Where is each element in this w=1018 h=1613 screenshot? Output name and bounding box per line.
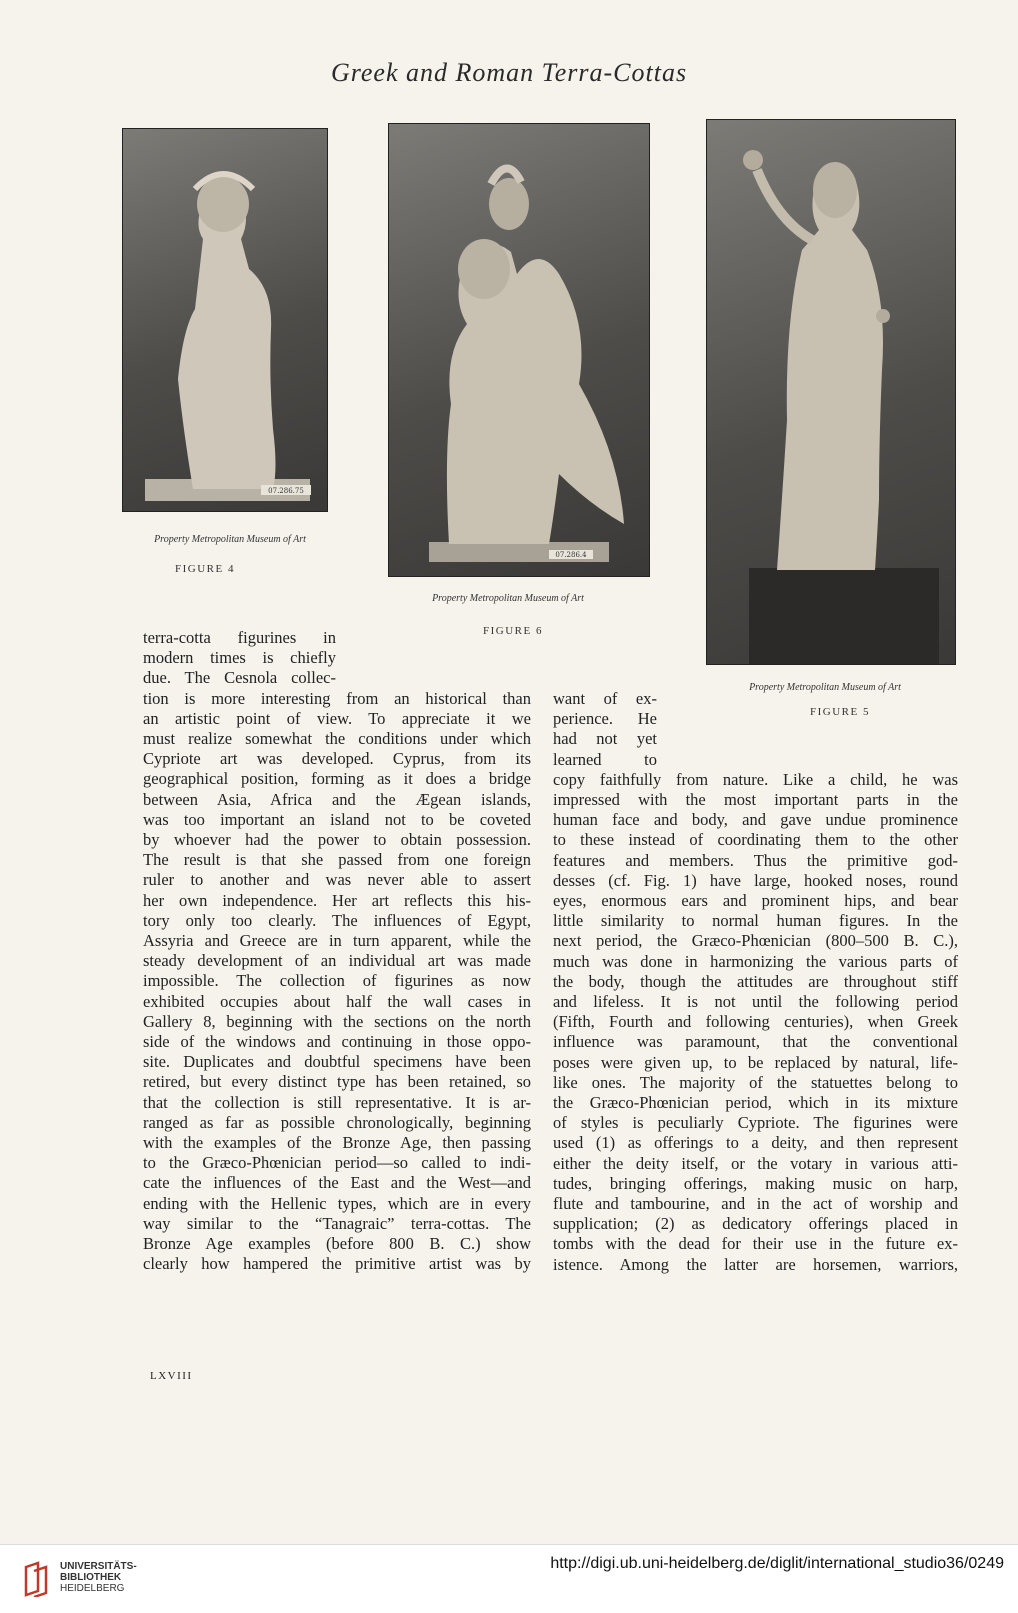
text-line: The result is that she passed from one foreign xyxy=(143,850,531,870)
text-line: cate the influences of the East and the West—and xyxy=(143,1173,531,1193)
text-line: supplication; (2) as dedicatory offerings placed in xyxy=(553,1214,958,1234)
text-line: that the collection is still representative. It is ar- xyxy=(143,1092,531,1112)
text-line: desses (cf. Fig. 1) have large, hooked noses, round xyxy=(553,870,958,890)
text-line: human face and body, and gave undue prominence xyxy=(553,810,958,830)
library-name-line: HEIDELBERG xyxy=(60,1583,125,1594)
text-line: poses were given up, to be replaced by natural, life- xyxy=(553,1052,958,1072)
text-line: geographical position, forming as it does a bridge xyxy=(143,769,531,789)
text-line: like ones. The majority of the statuettes belong to xyxy=(553,1072,958,1092)
text-line: her own independence. Her art reflects this his- xyxy=(143,890,531,910)
text-line: steady development of an individual art was made xyxy=(143,951,531,971)
text-line: was too important an island not to be coveted xyxy=(143,809,531,829)
text-line: learned to xyxy=(553,749,657,769)
figure-4-credit: Property Metropolitan Museum of Art xyxy=(154,534,306,545)
statuette-icon xyxy=(123,129,327,511)
text-line: impressed with the most important parts in the xyxy=(553,790,958,810)
text-line: flute and tambourine, and in the act of worship and xyxy=(553,1194,958,1214)
figure-5-label: FIGURE 5 xyxy=(810,706,870,718)
text-line: influence was paramount, that the conventional xyxy=(553,1032,958,1052)
text-line: to these instead of coordinating them to the other xyxy=(553,830,958,850)
text-line: modern times is chiefly xyxy=(143,648,336,668)
text-line: features and members. Thus the primitive god- xyxy=(553,850,958,870)
text-line: side of the windows and continuing in those oppo- xyxy=(143,1032,531,1052)
text-line: way similar to the “Tanagraic” terra-cottas. The xyxy=(143,1213,531,1233)
text-line: site. Duplicates and doubtful specimens have been xyxy=(143,1052,531,1072)
page-title: Greek and Roman Terra-Cottas xyxy=(330,58,688,87)
text-line: an artistic point of view. To appreciate it we xyxy=(143,708,531,728)
figure-4-photo xyxy=(122,128,328,512)
text-line: tombs with the dead for their use in the future ex- xyxy=(553,1234,958,1254)
left-column-text xyxy=(143,628,531,1275)
accession-label: 07.286.4 xyxy=(555,551,587,559)
text-line: must realize somewhat the conditions under which xyxy=(143,729,531,749)
source-url-link[interactable]: http://digi.ub.uni-heidelberg.de/diglit/international_studio36/0249 xyxy=(550,1555,1004,1572)
figure-6-photo xyxy=(388,123,650,577)
figure-5-photo xyxy=(706,119,956,665)
text-line: eyes, enormous ears and prominent hips, and bear xyxy=(553,891,958,911)
text-line: with the examples of the Bronze Age, then passing xyxy=(143,1133,531,1153)
text-line: tory only too clearly. The influences of Egypt, xyxy=(143,910,531,930)
digitization-footer xyxy=(0,1544,1018,1613)
page-number: LXVIII xyxy=(150,1370,193,1382)
text-line: ranged as far as possible chronologically, beginning xyxy=(143,1112,531,1132)
text-line: the body, though the attitudes are throughout stiff xyxy=(553,971,958,991)
text-line: by whoever had the power to obtain possession. xyxy=(143,830,531,850)
text-line: Bronze Age examples (before 800 B. C.) show xyxy=(143,1234,531,1254)
figure-4-label: FIGURE 4 xyxy=(175,563,235,575)
text-line: want of ex- xyxy=(553,689,657,708)
text-line: next period, the Græco-Phœnician (800–500 B. C.), xyxy=(553,931,958,951)
library-name-line: UNIVERSITÄTS- xyxy=(60,1561,137,1572)
text-line: to the Græco-Phœnician period—so called to indi- xyxy=(143,1153,531,1173)
text-line: impossible. The collection of figurines as now xyxy=(143,971,531,991)
library-name-line: BIBLIOTHEK xyxy=(60,1572,122,1583)
text-line: used (1) as offerings to a deity, and then represent xyxy=(553,1133,958,1153)
text-line: between Asia, Africa and the Ægean islands, xyxy=(143,789,531,809)
text-line: Assyria and Greece are in turn apparent, while the xyxy=(143,931,531,951)
text-line: tion is more interesting from an historical than xyxy=(143,688,531,708)
text-line: Cypriote art was developed. Cyprus, from its xyxy=(143,749,531,769)
text-line: copy faithfully from nature. Like a child, he was xyxy=(553,769,958,789)
figure-5-credit: Property Metropolitan Museum of Art xyxy=(749,682,901,693)
statuette-icon xyxy=(389,124,649,576)
text-line: ruler to another and was never able to assert xyxy=(143,870,531,890)
text-line: had not yet xyxy=(553,729,657,749)
text-line: Gallery 8, beginning with the sections on the north xyxy=(143,1011,531,1031)
statuette-icon xyxy=(707,120,955,664)
right-column-text xyxy=(553,689,958,1275)
text-line: istence. Among the latter are horsemen, warriors, xyxy=(553,1254,958,1274)
text-line: of styles is peculiarly Cypriote. The figurines were xyxy=(553,1113,958,1133)
text-line: terra-cotta figurines in xyxy=(143,628,336,647)
accession-label: 07.286.75 xyxy=(268,487,304,495)
figure-6-label: FIGURE 6 xyxy=(483,625,543,637)
text-line: either the deity itself, or the votary in various atti- xyxy=(553,1153,958,1173)
figure-6-credit: Property Metropolitan Museum of Art xyxy=(432,593,584,604)
text-line: perience. He xyxy=(553,709,657,729)
library-logo-icon xyxy=(22,1561,54,1597)
text-line: clearly how hampered the primitive artist was by xyxy=(143,1254,531,1274)
text-line: ending with the Hellenic types, which are in every xyxy=(143,1193,531,1213)
text-line: little similarity to normal human figures. In the xyxy=(553,911,958,931)
text-line: and lifeless. It is not until the following period xyxy=(553,992,958,1012)
text-line: tudes, bringing offerings, making music on harp, xyxy=(553,1173,958,1193)
text-line: the Græco-Phœnician period, which in its mixture xyxy=(553,1093,958,1113)
text-line: retired, but every distinct type has been retained, so xyxy=(143,1072,531,1092)
library-name xyxy=(60,1561,137,1594)
text-line: exhibited occupies about half the wall cases in xyxy=(143,991,531,1011)
text-line: due. The Cesnola collec- xyxy=(143,668,336,688)
text-line: (Fifth, Fourth and following centuries), when Greek xyxy=(553,1012,958,1032)
text-line: much was done in harmonizing the various parts of xyxy=(553,951,958,971)
